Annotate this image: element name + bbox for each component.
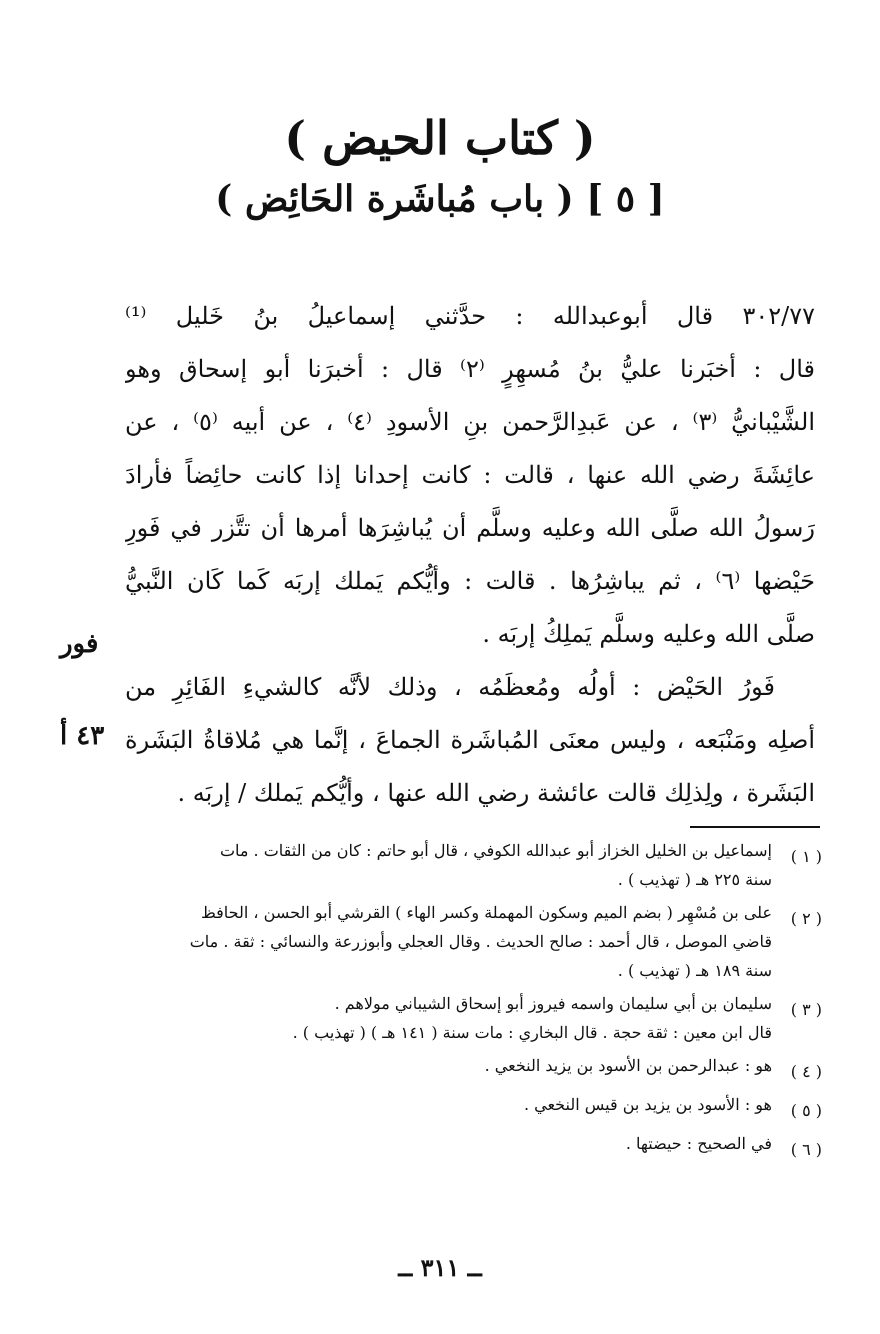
body-line: حَيْضها ⁽٦⁾ ، ثم يباشِرُها . قالت : وأيُّكم يَملك إربَه كَما كَان النَّبيُّ: [125, 567, 815, 595]
footnote-number: ( ٦ ): [790, 1140, 822, 1159]
footnote-number: ( ١ ): [790, 847, 822, 866]
footnote-line: هو : عبدالرحمن بن الأسود بن يزيد النخعي .: [484, 1056, 772, 1075]
footnote: [70, 1090, 822, 1125]
footnote-line: قال ابن معين : ثقة حجة . قال البخاري : مات سنة ( ١٤١ هـ ) ( تهذيب ) .: [292, 1023, 772, 1042]
body-line: الشَّيْبانيُّ ⁽٣⁾ ، عن عَبدِالرَّحمن بنِ الأسودِ ⁽٤⁾ ، عن أبيه ⁽٥⁾ ، عن: [125, 408, 815, 436]
footnote-text: [70, 989, 772, 1047]
footnote: [70, 836, 822, 894]
footnote-line: سليمان بن أبي سليمان واسمه فيروز أبو إسحاق الشيباني مولاهم .: [334, 994, 772, 1013]
hadith-body: [125, 290, 815, 820]
footnote-line: سنة ٢٢٥ هـ ( تهذيب ) .: [617, 870, 772, 889]
footnotes: [70, 836, 822, 1168]
book-title: ( كتاب الحيض ): [284, 111, 596, 165]
footnote-line: إسماعيل بن الخليل الخزاز أبو عبدالله الكوفي ، قال أبو حاتم : كان من الثقات . مات: [219, 841, 772, 860]
footnote-number: ( ٥ ): [790, 1101, 822, 1120]
footnote-text: [70, 1051, 772, 1086]
footnote: [70, 989, 822, 1047]
footnote-line: في الصحيح : حيضتها .: [625, 1134, 772, 1153]
footnote-number: ( ٣ ): [790, 1000, 822, 1019]
body-line: أصلِه ومَنْبَعه ، وليس معنَى المُباشَرة الجماعَ ، إنَّما هي مُلاقاةُ البَشَرة: [125, 726, 815, 754]
footnote-text: [70, 898, 772, 985]
footnote-text: [70, 1129, 772, 1164]
footnote: [70, 1129, 822, 1164]
footnote-text: [70, 1090, 772, 1125]
body-line: البَشَرة ، ولِذلِك قالت عائشة رضي الله عنها ، وأيُّكم يَملك / إربَه .: [177, 779, 815, 807]
footnote-line: قاضي الموصل ، قال أحمد : صالح الحديث . وقال العجلي وأبوزرعة والنسائي : ثقة . مات: [189, 932, 772, 951]
footnote-number: ( ٢ ): [790, 909, 822, 928]
footnote-line: سنة ١٨٩ هـ ( تهذيب ) .: [617, 961, 772, 980]
footnote-number: ( ٤ ): [790, 1062, 822, 1081]
page-number: ــ ٣١١ ــ: [398, 1253, 482, 1282]
footnote-divider: [690, 826, 820, 828]
body-line: ٣٠٢/٧٧ قال أبوعبدالله : حدَّثني إسماعيلُ بنُ خَليل ⁽¹⁾: [125, 302, 815, 330]
footnote-text: [70, 836, 772, 894]
footnote: [70, 898, 822, 985]
chapter-heading: [ ٥ ] ( باب مُباشَرة الحَائِض ): [215, 178, 665, 220]
margin-note-fawr: فور: [60, 629, 99, 659]
body-line: صلَّى الله وعليه وسلَّم يَملِكُ إربَه .: [482, 620, 815, 648]
footnote-line: هو : الأسود بن يزيد بن قيس النخعي .: [523, 1095, 772, 1114]
body-line: فَورُ الحَيْض : أولُه ومُعظَمُه ، وذلك لأنَّه كالشيءِ الفَائِرِ من: [125, 673, 775, 701]
margin-note-folio-ref: ٤٣ أ: [60, 721, 105, 751]
body-line: رَسولُ الله صلَّى الله وعليه وسلَّم أن يُباشِرَها أمرها أن تتَّزر في فَورِ: [125, 514, 815, 542]
body-line: قال : أخبَرنا عليُّ بنُ مُسهِرٍ ⁽٢⁾ قال : أخبرَنا أبو إسحاق وهو: [125, 355, 815, 383]
footnote-line: على بن مُسْهِر ( بضم الميم وسكون المهملة وكسر الهاء ) القرشي أبو الحسن ، الحافظ: [200, 903, 772, 922]
footnote: [70, 1051, 822, 1086]
body-line: عائِشَةَ رضي الله عنها ، قالت : كانت إحدانا إذا كانت حائِضاً فأرادَ: [125, 461, 815, 489]
